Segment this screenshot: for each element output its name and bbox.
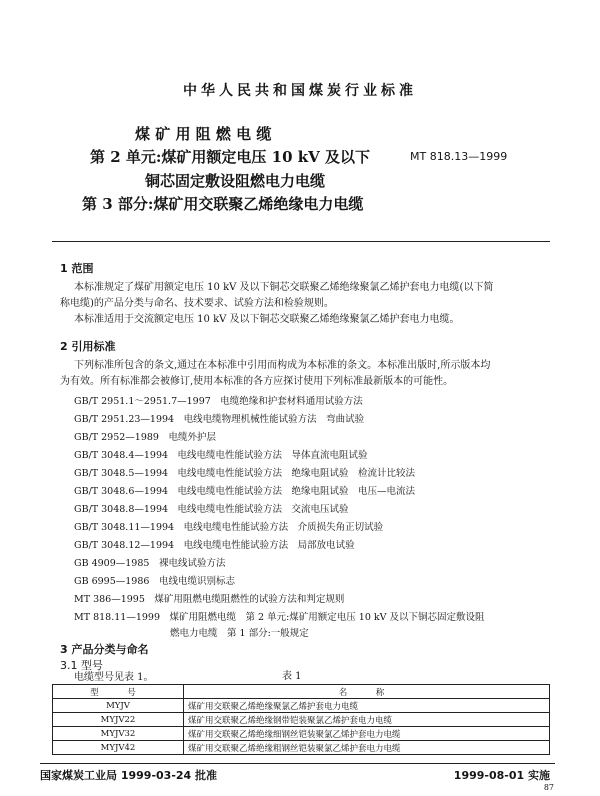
subsection-3-1-heading: 3.1 型号: [60, 659, 103, 672]
reference-item: GB 6995—1986 电线电缆识别标志: [74, 576, 235, 587]
title-line-3: 铜芯固定敷设阻燃电力电缆: [145, 172, 326, 190]
table-row: [53, 741, 550, 755]
table-cell-model: MYJV: [53, 699, 184, 713]
implementation-date: 1999-08-01 实施: [453, 769, 550, 782]
reference-item: GB/T 3048.6—1994 电线电缆电性能试验方法 绝缘电阻试验 电压—电流法: [74, 486, 416, 497]
reference-item: GB/T 3048.4—1994 电线电缆电性能试验方法 导体直流电阻试验: [74, 450, 368, 461]
footer-divider: [40, 763, 555, 764]
reference-item: GB/T 3048.5—1994 电线电缆电性能试验方法 绝缘电阻试验 检流计比较法: [74, 468, 416, 479]
section-2-heading: 2 引用标准: [60, 340, 116, 353]
section-3-heading: 3 产品分类与命名: [60, 643, 149, 656]
reference-item: MT 386—1995 煤矿用阻燃电缆阻燃性的试验方法和判定规则: [74, 594, 345, 605]
reference-item: GB/T 3048.11—1994 电线电缆电性能试验方法 介质损失角正切试验: [74, 522, 384, 533]
table-row: [53, 713, 550, 727]
title-line-1: 煤 矿 用 阻 燃 电 缆: [135, 125, 272, 143]
table-cell-name: 煤矿用交联聚乙烯绝缘粗钢丝铠装聚氯乙烯护套电力电缆: [184, 741, 550, 755]
section-2-intro-line-2: 为有效。所有标准都会被修订,使用本标准的各方应探讨使用下列标准最新版本的可能性。: [60, 376, 454, 387]
table-cell-name: 煤矿用交联聚乙烯绝缘聚氯乙烯护套电力电缆: [184, 699, 550, 713]
column-header-name: 名 称: [184, 685, 550, 699]
reference-item: GB/T 2951.23—1994 电线电缆物理机械性能试验方法 弯曲试验: [74, 414, 365, 425]
section-2-intro-line-1: 下列标准所包含的条文,通过在本标准中引用而构成为本标准的条文。本标准出版时,所示版本均: [74, 360, 491, 371]
table-cell-model: MYJV32: [53, 727, 184, 741]
table-row: [53, 699, 550, 713]
reference-item: GB/T 3048.12—1994 电线电缆电性能试验方法 局部放电试验: [74, 540, 355, 551]
section-1-para-1-line-2: 称电缆)的产品分类与命名、技术要求、试验方法和检验规则。: [60, 298, 334, 309]
standard-code: MT 818.13—1999: [410, 150, 508, 163]
table-cell-model: MYJV22: [53, 713, 184, 727]
table-cell-model: MYJV42: [53, 741, 184, 755]
section-1-para-2: 本标准适用于交流额定电压 10 kV 及以下铜芯交联聚乙烯绝缘聚氯乙烯护套电力电缆。: [74, 314, 460, 325]
table-row: [53, 727, 550, 741]
approval-date: 国家煤炭工业局 1999-03-24 批准: [40, 769, 218, 782]
header-divider: [52, 241, 550, 242]
cable-type-table: [52, 684, 550, 755]
reference-item: GB 4909—1985 裸电线试验方法: [74, 558, 226, 569]
table-cell-name: 煤矿用交联聚乙烯绝缘钢带铠装聚氯乙烯护套电力电缆: [184, 713, 550, 727]
publisher-header: 中华人民共和国煤炭行业标准: [183, 83, 417, 99]
reference-item-continuation: 燃电力电缆 第 1 部分:一般规定: [170, 628, 309, 639]
section-1-heading: 1 范围: [60, 262, 94, 275]
column-header-model: 型 号: [53, 685, 184, 699]
table-header-row: [53, 685, 550, 699]
section-1-para-1-line-1: 本标准规定了煤矿用额定电压 10 kV 及以下铜芯交联聚乙烯绝缘聚氯乙烯护套电力电缆(以下简: [74, 282, 494, 293]
reference-item: GB/T 2951.1～2951.7—1997 电缆绝缘和护套材料通用试验方法: [74, 396, 363, 407]
reference-item: GB/T 3048.8—1994 电线电缆电性能试验方法 交流电压试验: [74, 504, 349, 515]
reference-item: GB/T 2952—1989 电缆外护层: [74, 432, 216, 443]
reference-item: MT 818.11—1999 煤矿用阻燃电缆 第 2 单元:煤矿用额定电压 10 kV 及以下铜芯固定敷设阻: [74, 612, 485, 623]
title-line-4: 第 3 部分:煤矿用交联聚乙烯绝缘电力电缆: [82, 195, 364, 213]
title-line-2: 第 2 单元:煤矿用额定电压 10 kV 及以下: [90, 148, 370, 166]
table-caption: 表 1: [282, 671, 302, 682]
table-cell-name: 煤矿用交联聚乙烯绝缘细钢丝铠装聚氯乙烯护套电力电缆: [184, 727, 550, 741]
page-number: 87: [543, 783, 554, 792]
subsection-3-1-text: 电缆型号见表 1。: [74, 672, 154, 683]
